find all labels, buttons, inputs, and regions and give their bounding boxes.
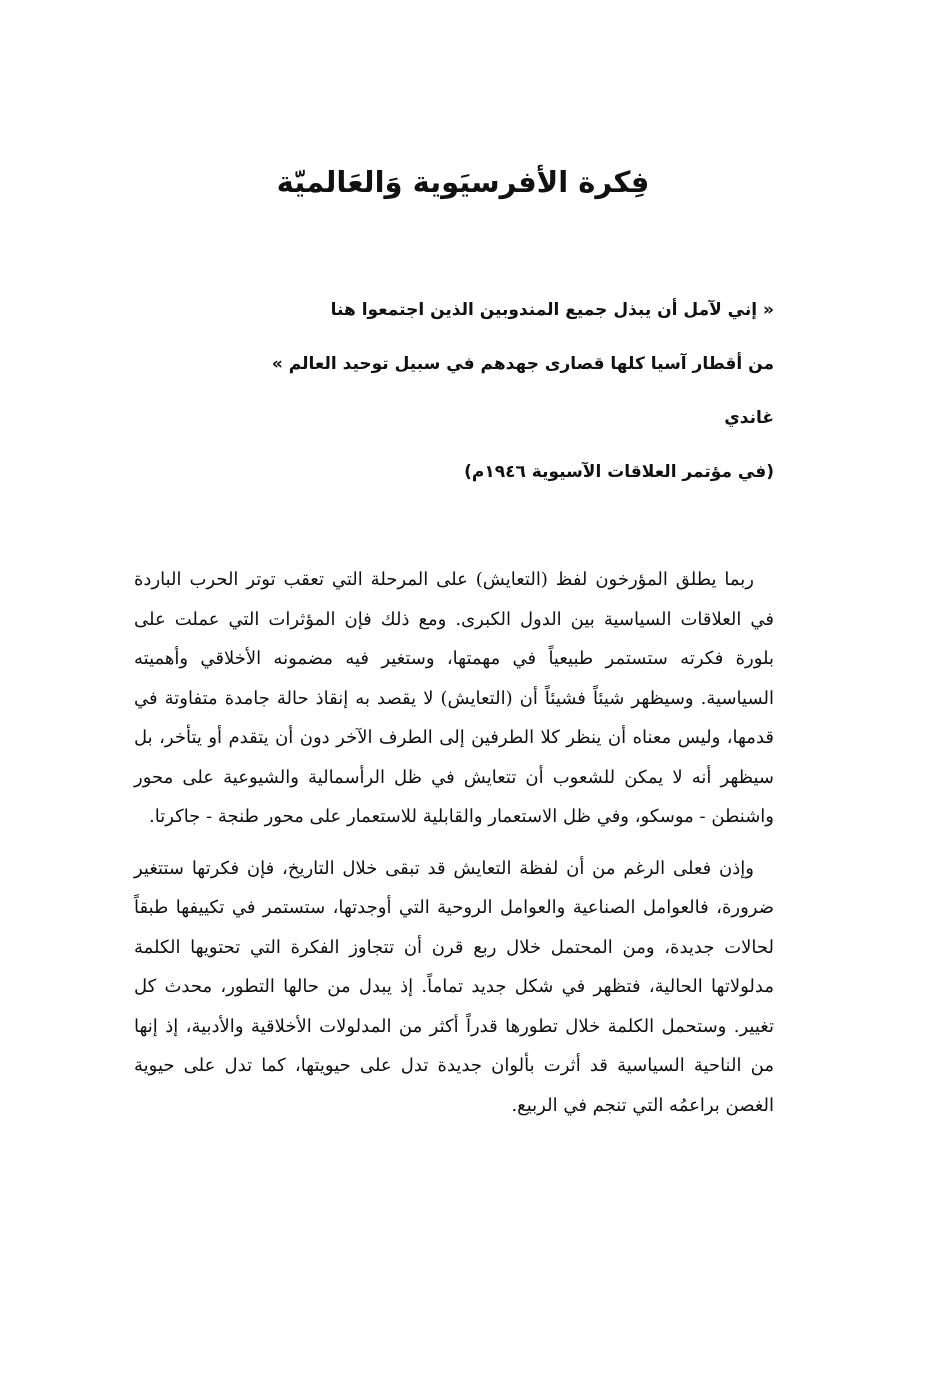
chapter-title: فِكرة الأفرسيَوية وَالعَالميّة [276,165,650,199]
epigraph-source: (في مؤتمر العلاقات الآسيوية ١٩٤٦م) [464,462,774,482]
paragraph: وإذن فعلى الرغم من أن لفظة التعايش قد تبقى خلال التاريخ، فإن فكرتها ستتغير ضرورة، فالعوامل الصناعية والعوامل الروحية التي أوجدتها، ستستمر في تكييفها طبقاً لحالات جديدة، ومن المحتمل خلال ربع قرن أن تتجاوز الفكرة التي تحتويها الكلمة مدلولاتها الحالية، فتظهر في شكل جديد تماماً. إذ يبدل من حالها التطور، محدث كل تغيير. وستحمل الكلمة خلال تطورها قدراً أكثر من المدلولات الأخلاقية والأدبية، إذ إنها من الناحية السياسية قد أثرت بألوان جديدة تدل على حيويتها، كما تدل على حيوية الغصن براعمُه التي تنجم في الربيع. [134,857,774,1116]
epigraph-quote-line-1: « إني لآمل أن يبذل جميع المندوبين الذين اجتمعوا هنا [330,300,774,320]
body-text [134,560,774,1125]
epigraph-quote-line-2: من أقطار آسيا كلها قصارى جهدهم في سبيل توحيد العالم » [271,354,774,374]
paragraph: ربما يطلق المؤرخون لفظ (التعايش) على المرحلة التي تعقب توتر الحرب الباردة في العلاقات السياسية بين الدول الكبرى. ومع ذلك فإن المؤثرات التي عملت على بلورة فكرته ستستمر طبيعياً في مهمتها، وستغير فيه مضمونه الأخلاقي وأهميته السياسية. وسيظهر شيئاً فشيئاً أن (التعايش) لا يقصد به إنقاذ حالة جامدة متفاوتة في قدمها، وليس معناه أن ينظر كلا الطرفين إلى الطرف الآخر دون أن يتقدم أو يتأخر، بل سيظهر أنه لا يمكن للشعوب أن تتعايش في ظل الرأسمالية والشيوعية على محور واشنطن - موسكو، وفي ظل الاستعمار والقابلية للاستعمار على محور طنجة - جاكرتا. [134,569,774,827]
epigraph [134,290,774,506]
epigraph-author: غاندي [724,408,774,428]
